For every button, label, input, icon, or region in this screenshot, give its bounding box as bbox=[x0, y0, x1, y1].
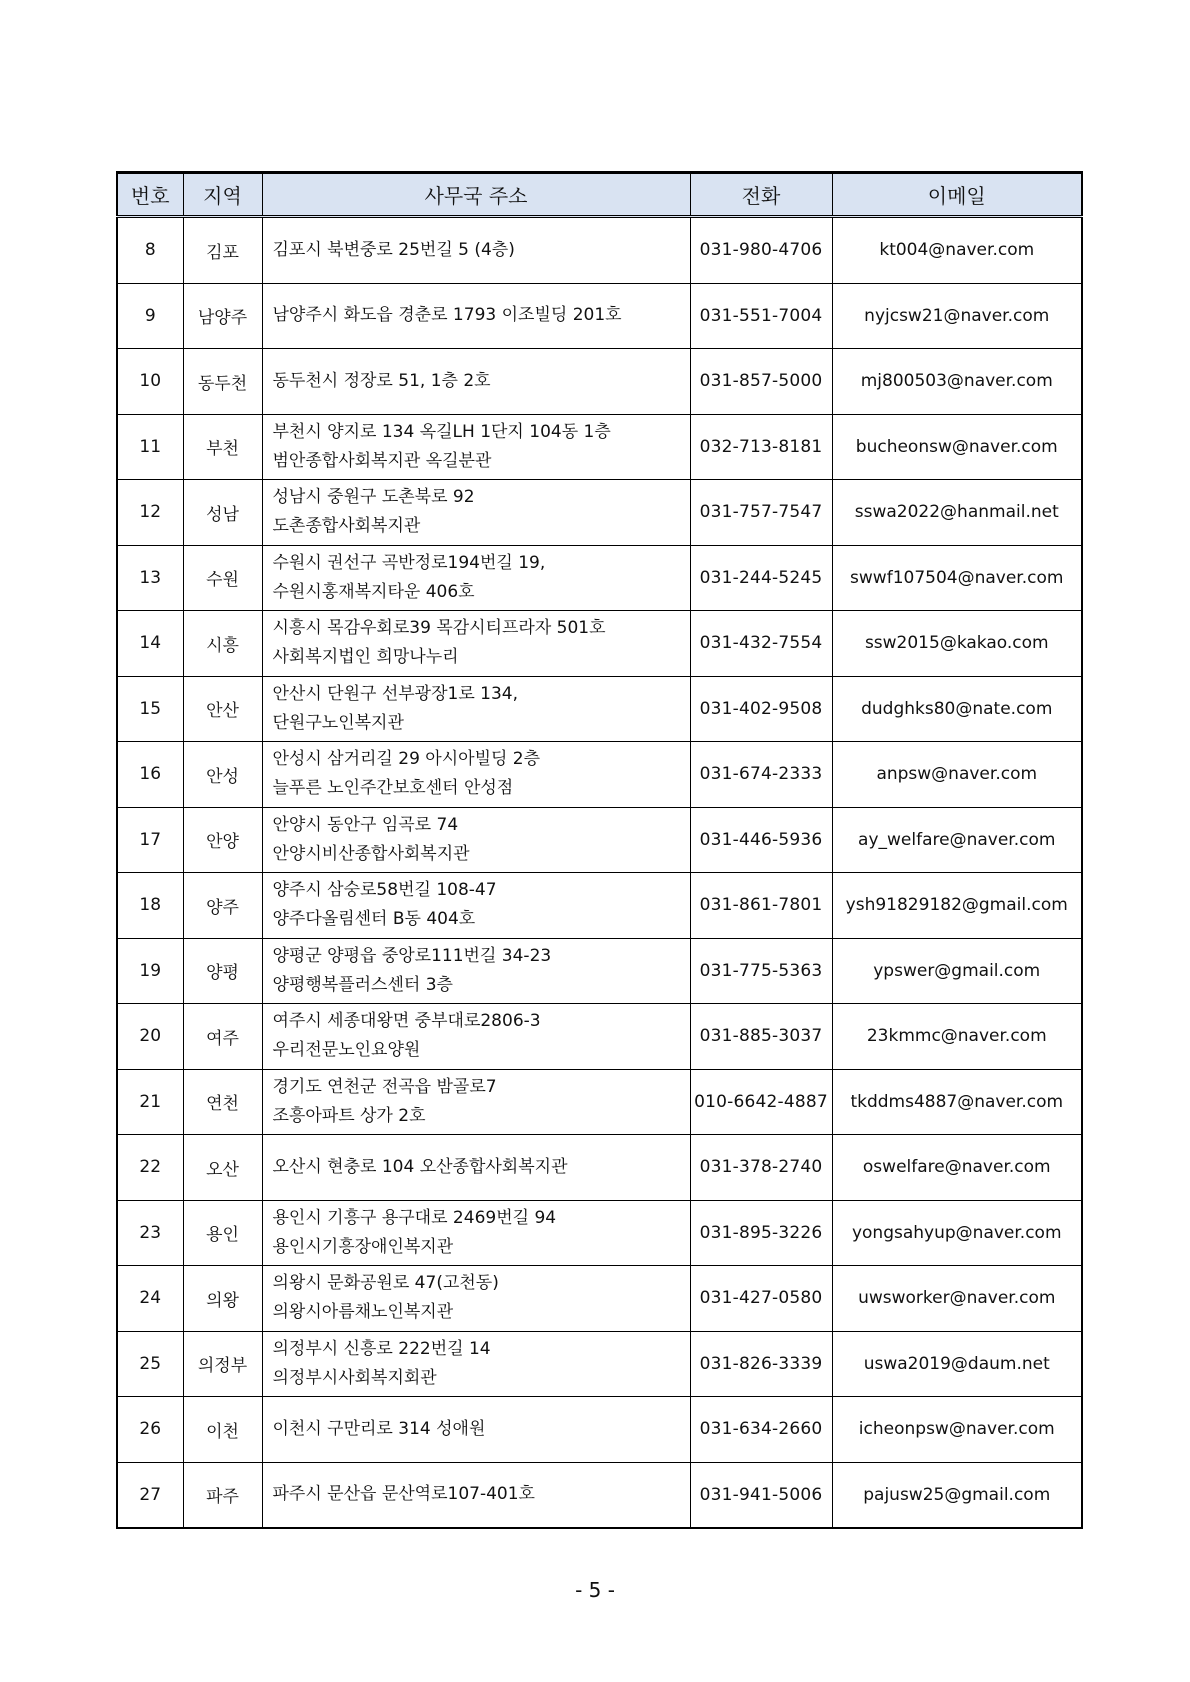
cell-email: 23kmmc@naver.com bbox=[832, 1004, 1082, 1070]
cell-region: 성남 bbox=[183, 480, 262, 546]
cell-address bbox=[262, 1331, 690, 1397]
cell-phone: 031-857-5000 bbox=[690, 349, 832, 415]
cell-address bbox=[262, 1200, 690, 1266]
cell-region: 의왕 bbox=[183, 1266, 262, 1332]
table-row bbox=[117, 217, 1082, 284]
address-line-1: 용인시 기흥구 용구대로 2469번길 94 bbox=[272, 1207, 557, 1228]
table-row bbox=[117, 1331, 1082, 1397]
address-line-2: 늘푸른 노인주간보호센터 안성점 bbox=[272, 778, 514, 799]
cell-email: pajusw25@gmail.com bbox=[863, 1484, 1051, 1505]
cell-number: 14 bbox=[117, 611, 183, 677]
table-row bbox=[117, 938, 1082, 1004]
cell-number: 9 bbox=[117, 283, 183, 349]
cell-phone: 031-885-3037 bbox=[690, 1004, 832, 1070]
cell-region: 안성 bbox=[183, 742, 262, 808]
table-row bbox=[117, 414, 1082, 480]
cell-address bbox=[262, 611, 690, 677]
cell-email: ypswer@gmail.com bbox=[832, 938, 1082, 1004]
cell-email: bucheonsw@naver.com bbox=[832, 414, 1082, 480]
cell-email: ay_welfare@naver.com bbox=[832, 807, 1082, 873]
address-line-1: 양평군 양평읍 중앙로111번길 34-23 bbox=[272, 945, 552, 966]
office-directory-table-wrapper bbox=[116, 171, 1081, 1529]
cell-number: 25 bbox=[117, 1331, 183, 1397]
address-line-2: 수원시홍재복지타운 406호 bbox=[272, 581, 475, 602]
address-line-1: 시흥시 목감우회로39 목감시티프라자 501호 bbox=[272, 618, 606, 639]
cell-email: sswa2022@hanmail.net bbox=[832, 480, 1082, 546]
address-line-1: 안산시 단원구 선부광장1로 134, bbox=[272, 683, 519, 704]
table-row bbox=[117, 1069, 1082, 1135]
cell-number: 11 bbox=[117, 414, 183, 480]
cell-phone: 031-861-7801 bbox=[690, 873, 832, 939]
header-number: 번호 bbox=[117, 173, 183, 217]
address-line-2: 의왕시아름채노인복지관 bbox=[272, 1302, 454, 1323]
cell-email: swwf107504@naver.com bbox=[832, 545, 1082, 611]
cell-region: 수원 bbox=[183, 545, 262, 611]
cell-email: ssw2015@kakao.com bbox=[832, 611, 1082, 677]
address-line-2: 의정부시사회복지회관 bbox=[272, 1367, 437, 1388]
cell-region: 안양 bbox=[183, 807, 262, 873]
address-line-2: 양주다올림센터 B동 404호 bbox=[272, 909, 476, 930]
cell-number: 26 bbox=[117, 1397, 183, 1463]
cell-region: 동두천 bbox=[183, 349, 262, 415]
cell-region: 안산 bbox=[183, 676, 262, 742]
cell-number: 13 bbox=[117, 545, 183, 611]
cell-phone: 031-757-7547 bbox=[690, 480, 832, 546]
table-row bbox=[117, 807, 1082, 873]
cell-phone: 031-244-5245 bbox=[690, 545, 832, 611]
address-line-1: 동두천시 정장로 51, 1층 2호 bbox=[272, 370, 491, 391]
address-line-2: 단원구노인복지관 bbox=[272, 712, 404, 733]
header-email: 이메일 bbox=[832, 173, 1082, 217]
address-line-1: 남양주시 화도읍 경춘로 1793 이조빌딩 201호 bbox=[272, 305, 622, 326]
cell-address bbox=[262, 480, 690, 546]
address-line-2: 조흥아파트 상가 2호 bbox=[272, 1105, 426, 1126]
address-line-1: 김포시 북변중로 25번길 5 (4층) bbox=[272, 239, 515, 260]
cell-number: 19 bbox=[117, 938, 183, 1004]
cell-phone: 031-432-7554 bbox=[690, 611, 832, 677]
address-line-1: 오산시 현충로 104 오산종합사회복지관 bbox=[272, 1156, 568, 1177]
cell-address bbox=[262, 742, 690, 808]
table-row bbox=[117, 742, 1082, 808]
cell-number: 10 bbox=[117, 349, 183, 415]
table-row bbox=[117, 480, 1082, 546]
cell-number: 12 bbox=[117, 480, 183, 546]
cell-address bbox=[262, 545, 690, 611]
cell-region: 의정부 bbox=[183, 1331, 262, 1397]
address-line-2: 용인시기흥장애인복지관 bbox=[272, 1236, 454, 1257]
cell-number: 16 bbox=[117, 742, 183, 808]
table-row bbox=[117, 611, 1082, 677]
address-line-1: 성남시 중원구 도촌북로 92 bbox=[272, 487, 475, 508]
address-line-1: 안성시 삼거리길 29 아시아빌딩 2층 bbox=[272, 749, 541, 770]
cell-region: 파주 bbox=[183, 1462, 262, 1528]
cell-email: uwsworker@naver.com bbox=[832, 1266, 1082, 1332]
cell-phone: 031-980-4706 bbox=[690, 217, 832, 284]
cell-number: 8 bbox=[117, 217, 183, 284]
cell-phone: 031-446-5936 bbox=[690, 807, 832, 873]
header-region: 지역 bbox=[183, 173, 262, 217]
cell-email: ysh91829182@gmail.com bbox=[832, 873, 1082, 939]
cell-region: 부천 bbox=[183, 414, 262, 480]
address-line-1: 파주시 문산읍 문산역로107-401호 bbox=[272, 1484, 535, 1505]
cell-phone: 031-775-5363 bbox=[690, 938, 832, 1004]
table-row bbox=[117, 349, 1082, 415]
cell-email: anpsw@naver.com bbox=[832, 742, 1082, 808]
cell-phone: 010-6642-4887 bbox=[690, 1069, 832, 1135]
table-row bbox=[117, 545, 1082, 611]
cell-region: 시흥 bbox=[183, 611, 262, 677]
cell-address bbox=[262, 349, 690, 415]
address-line-1: 여주시 세종대왕면 중부대로2806-3 bbox=[272, 1011, 541, 1032]
cell-phone: 031-634-2660 bbox=[690, 1397, 832, 1463]
address-line-1: 경기도 연천군 전곡읍 밤골로7 bbox=[272, 1076, 497, 1097]
cell-address bbox=[262, 807, 690, 873]
cell-address bbox=[262, 1004, 690, 1070]
address-line-1: 수원시 권선구 곡반정로194번길 19, bbox=[272, 552, 546, 573]
cell-address bbox=[262, 1397, 690, 1463]
cell-address bbox=[262, 283, 690, 349]
cell-region: 김포 bbox=[183, 217, 262, 284]
table-row bbox=[117, 283, 1082, 349]
cell-email: yongsahyup@naver.com bbox=[832, 1200, 1082, 1266]
table-row bbox=[117, 1200, 1082, 1266]
cell-phone: 031-674-2333 bbox=[690, 742, 832, 808]
cell-phone: 031-941-5006 bbox=[690, 1462, 832, 1528]
table-row bbox=[117, 1462, 1082, 1528]
cell-address bbox=[262, 217, 690, 284]
table-row bbox=[117, 1266, 1082, 1332]
cell-email: mj800503@naver.com bbox=[832, 349, 1082, 415]
address-line-2: 사회복지법인 희망나누리 bbox=[272, 647, 459, 668]
cell-number: 23 bbox=[117, 1200, 183, 1266]
cell-region: 남양주 bbox=[183, 283, 262, 349]
address-line-1: 의정부시 신흥로 222번길 14 bbox=[272, 1338, 491, 1359]
cell-region: 양평 bbox=[183, 938, 262, 1004]
table-row bbox=[117, 1397, 1082, 1463]
address-line-2: 범안종합사회복지관 옥길분관 bbox=[272, 450, 492, 471]
cell-phone: 031-551-7004 bbox=[690, 283, 832, 349]
cell-region: 오산 bbox=[183, 1135, 262, 1201]
cell-email: oswelfare@naver.com bbox=[832, 1135, 1082, 1201]
cell-phone: 032-713-8181 bbox=[690, 414, 832, 480]
cell-number: 24 bbox=[117, 1266, 183, 1332]
cell-email: nyjcsw21@naver.com bbox=[832, 283, 1082, 349]
address-line-1: 부천시 양지로 134 옥길LH 1단지 104동 1층 bbox=[272, 421, 611, 442]
table-header-row bbox=[117, 173, 1082, 217]
cell-number: 20 bbox=[117, 1004, 183, 1070]
cell-phone: 031-895-3226 bbox=[690, 1200, 832, 1266]
cell-number: 18 bbox=[117, 873, 183, 939]
table-body bbox=[117, 217, 1082, 1529]
cell-email: uswa2019@daum.net bbox=[832, 1331, 1082, 1397]
header-phone: 전화 bbox=[690, 173, 832, 217]
cell-address bbox=[262, 1069, 690, 1135]
cell-email: icheonpsw@naver.com bbox=[832, 1397, 1082, 1463]
cell-number: 22 bbox=[117, 1135, 183, 1201]
office-directory-table bbox=[116, 171, 1083, 1529]
table-row bbox=[117, 873, 1082, 939]
cell-number: 15 bbox=[117, 676, 183, 742]
table-row bbox=[117, 1004, 1082, 1070]
table-row bbox=[117, 1135, 1082, 1201]
cell-address bbox=[262, 676, 690, 742]
address-line-1: 이천시 구만리로 314 성애원 bbox=[272, 1418, 486, 1439]
cell-region: 이천 bbox=[183, 1397, 262, 1463]
header-address: 사무국 주소 bbox=[262, 173, 690, 217]
cell-email: kt004@naver.com bbox=[832, 217, 1082, 284]
cell-number: 17 bbox=[117, 807, 183, 873]
address-line-2: 우리전문노인요양원 bbox=[272, 1040, 421, 1061]
address-line-2: 안양시비산종합사회복지관 bbox=[272, 843, 470, 864]
address-line-2: 도촌종합사회복지관 bbox=[272, 516, 421, 537]
cell-phone: 031-402-9508 bbox=[690, 676, 832, 742]
table-row bbox=[117, 676, 1082, 742]
cell-address bbox=[262, 1462, 690, 1528]
cell-address bbox=[262, 1266, 690, 1332]
cell-region: 여주 bbox=[183, 1004, 262, 1070]
cell-number: 27 bbox=[117, 1462, 183, 1528]
cell-address bbox=[262, 938, 690, 1004]
cell-address bbox=[262, 414, 690, 480]
address-line-1: 양주시 삼숭로58번길 108-47 bbox=[272, 880, 497, 901]
cell-phone: 031-427-0580 bbox=[690, 1266, 832, 1332]
cell-region: 양주 bbox=[183, 873, 262, 939]
cell-phone: 031-826-3339 bbox=[690, 1331, 832, 1397]
cell-region: 용인 bbox=[183, 1200, 262, 1266]
cell-address bbox=[262, 873, 690, 939]
cell-region: 연천 bbox=[183, 1069, 262, 1135]
cell-number: 21 bbox=[117, 1069, 183, 1135]
address-line-1: 안양시 동안구 임곡로 74 bbox=[272, 814, 459, 835]
cell-email: tkddms4887@naver.com bbox=[832, 1069, 1082, 1135]
address-line-1: 의왕시 문화공원로 47(고천동) bbox=[272, 1273, 499, 1294]
address-line-2: 양평행복플러스센터 3층 bbox=[272, 974, 453, 995]
cell-email: dudghks80@nate.com bbox=[832, 676, 1082, 742]
cell-address bbox=[262, 1135, 690, 1201]
page-number: - 5 - bbox=[575, 1578, 615, 1602]
cell-phone: 031-378-2740 bbox=[690, 1135, 832, 1201]
